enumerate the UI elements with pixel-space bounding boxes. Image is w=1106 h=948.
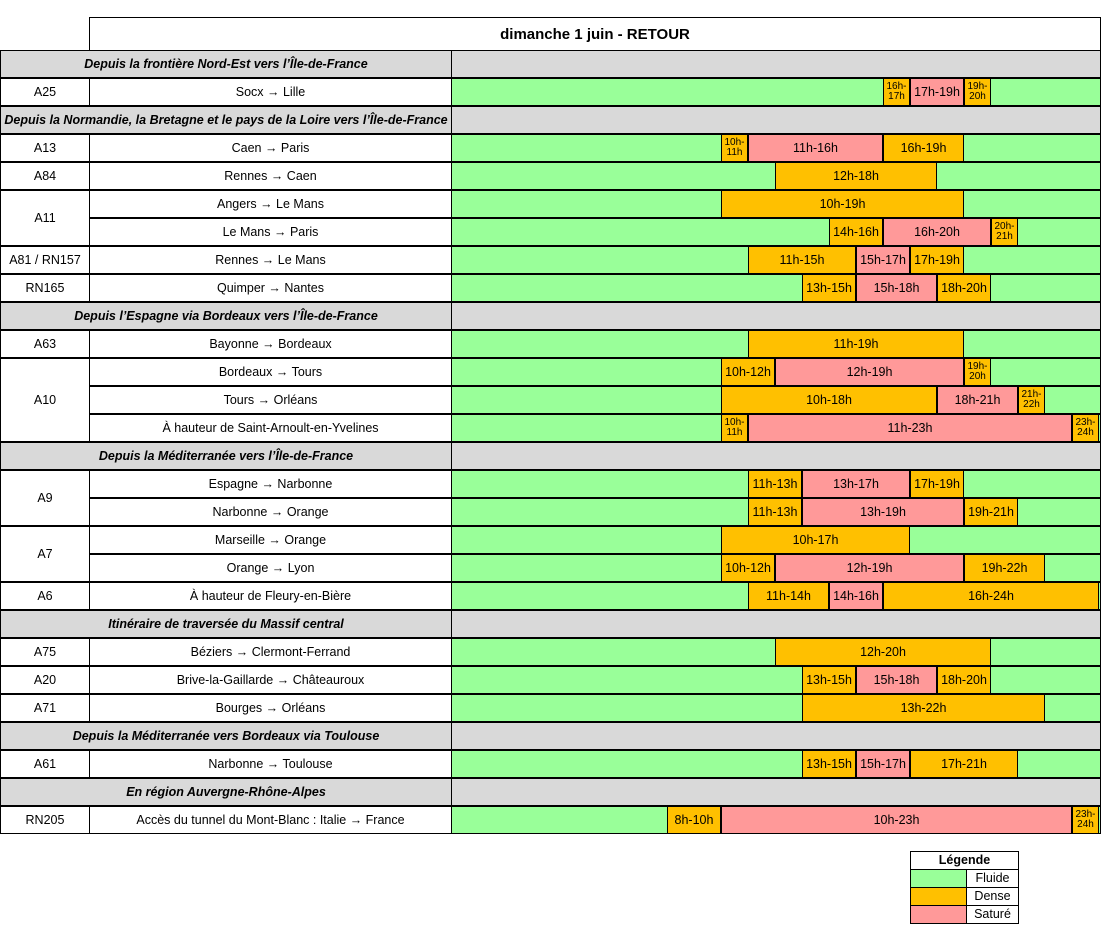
traffic-segment: 15h-18h	[856, 667, 937, 693]
traffic-segment: 11h-19h	[748, 331, 964, 357]
timeline-bar	[451, 638, 1101, 666]
traffic-segment: 11h-13h	[748, 499, 802, 525]
traffic-segment: 14h-16h	[829, 219, 883, 245]
route-cell: Brive-la-Gaillarde → Châteauroux	[89, 666, 452, 694]
section-header-bar	[451, 106, 1101, 134]
traffic-segment: 10h-12h	[721, 555, 775, 581]
traffic-segment: 16h-24h	[883, 583, 1099, 609]
traffic-segment: 14h-16h	[829, 583, 883, 609]
traffic-segment: 23h-24h	[1072, 807, 1099, 833]
traffic-segment: 13h-15h	[802, 667, 856, 693]
legend-label: Saturé	[974, 907, 1011, 921]
section-header: Itinéraire de traversée du Massif central	[0, 610, 452, 638]
section-header-bar	[451, 442, 1101, 470]
timeline-bar	[451, 78, 1101, 106]
traffic-segment: 13h-15h	[802, 275, 856, 301]
traffic-segment: 15h-17h	[856, 247, 910, 273]
route-cell: Angers → Le Mans	[89, 190, 452, 218]
section-header: Depuis la frontière Nord-Est vers l’Île-de-France	[0, 50, 452, 78]
page-title: dimanche 1 juin - RETOUR	[89, 17, 1101, 51]
traffic-segment: 15h-18h	[856, 275, 937, 301]
legend-swatch	[911, 888, 967, 905]
traffic-segment: 10h-23h	[721, 807, 1072, 833]
traffic-segment: 18h-20h	[937, 667, 991, 693]
section-header-bar	[451, 302, 1101, 330]
traffic-segment: 12h-19h	[775, 555, 964, 581]
road-cell: A11	[0, 190, 90, 246]
section-header-bar	[451, 50, 1101, 78]
route-cell: À hauteur de Fleury-en-Bière	[89, 582, 452, 610]
traffic-segment: 10h-11h	[721, 415, 748, 441]
traffic-segment: 10h-12h	[721, 359, 775, 385]
traffic-segment: 10h-11h	[721, 135, 748, 161]
traffic-segment: 16h-19h	[883, 135, 964, 161]
route-cell: Caen → Paris	[89, 134, 452, 162]
section-header: Depuis la Normandie, la Bretagne et le pays de la Loire vers l’Île-de-France	[0, 106, 452, 134]
timeline-bar	[451, 806, 1101, 834]
traffic-segment: 19h-22h	[964, 555, 1045, 581]
route-cell: Espagne → Narbonne	[89, 470, 452, 498]
section-header: En région Auvergne-Rhône-Alpes	[0, 778, 452, 806]
traffic-segment: 10h-17h	[721, 527, 910, 553]
section-header: Depuis la Méditerranée vers Bordeaux via Toulouse	[0, 722, 452, 750]
road-cell: A63	[0, 330, 90, 358]
timeline-bar	[451, 498, 1101, 526]
timeline-bar	[451, 526, 1101, 554]
timeline-bar	[451, 582, 1101, 610]
traffic-segment: 8h-10h	[667, 807, 721, 833]
road-cell: A10	[0, 358, 90, 442]
road-cell: A9	[0, 470, 90, 526]
road-cell: A20	[0, 666, 90, 694]
traffic-segment: 21h-22h	[1018, 387, 1045, 413]
traffic-segment: 11h-14h	[748, 583, 829, 609]
traffic-segment: 16h-17h	[883, 79, 910, 105]
section-header: Depuis la Méditerranée vers l’Île-de-France	[0, 442, 452, 470]
traffic-segment: 19h-21h	[964, 499, 1018, 525]
road-cell: RN165	[0, 274, 90, 302]
traffic-segment: 13h-19h	[802, 499, 964, 525]
timeline-bar	[451, 694, 1101, 722]
route-cell: Narbonne → Orange	[89, 498, 452, 526]
road-cell: RN205	[0, 806, 90, 834]
road-cell: A71	[0, 694, 90, 722]
traffic-segment: 17h-19h	[910, 247, 964, 273]
road-cell: A81 / RN157	[0, 246, 90, 274]
timeline-bar	[451, 190, 1101, 218]
route-cell: Tours → Orléans	[89, 386, 452, 414]
route-cell: Orange → Lyon	[89, 554, 452, 582]
timeline-bar	[451, 218, 1101, 246]
traffic-segment: 13h-22h	[802, 695, 1045, 721]
traffic-segment: 11h-16h	[748, 135, 883, 161]
route-cell: Accès du tunnel du Mont-Blanc : Italie → France	[89, 806, 452, 834]
timeline-bar	[451, 666, 1101, 694]
traffic-segment: 11h-15h	[748, 247, 856, 273]
traffic-segment: 12h-19h	[775, 359, 964, 385]
traffic-segment: 20h-21h	[991, 219, 1018, 245]
route-cell: Quimper → Nantes	[89, 274, 452, 302]
timeline-bar	[451, 274, 1101, 302]
traffic-segment: 17h-19h	[910, 79, 964, 105]
timeline-bar	[451, 414, 1101, 442]
legend-swatch	[911, 870, 967, 887]
traffic-segment: 13h-15h	[802, 751, 856, 777]
route-cell: À hauteur de Saint-Arnoult-en-Yvelines	[89, 414, 452, 442]
road-cell: A84	[0, 162, 90, 190]
section-header-bar	[451, 722, 1101, 750]
traffic-segment: 12h-20h	[775, 639, 991, 665]
timeline-bar	[451, 162, 1101, 190]
traffic-segment: 13h-17h	[802, 471, 910, 497]
section-header-bar	[451, 610, 1101, 638]
route-cell: Bayonne → Bordeaux	[89, 330, 452, 358]
section-header: Depuis l’Espagne via Bordeaux vers l’Île-de-France	[0, 302, 452, 330]
route-cell: Le Mans → Paris	[89, 218, 452, 246]
timeline-bar	[451, 358, 1101, 386]
route-cell: Bourges → Orléans	[89, 694, 452, 722]
legend	[910, 851, 1019, 924]
traffic-segment: 10h-18h	[721, 387, 937, 413]
traffic-segment: 18h-21h	[937, 387, 1018, 413]
traffic-segment: 19h-20h	[964, 79, 991, 105]
timeline-bar	[451, 386, 1101, 414]
route-cell: Narbonne → Toulouse	[89, 750, 452, 778]
legend-label: Dense	[974, 889, 1011, 903]
road-cell: A25	[0, 78, 90, 106]
traffic-segment: 17h-21h	[910, 751, 1018, 777]
route-cell: Rennes → Le Mans	[89, 246, 452, 274]
timeline-bar	[451, 554, 1101, 582]
road-cell: A6	[0, 582, 90, 610]
road-cell: A7	[0, 526, 90, 582]
road-cell: A61	[0, 750, 90, 778]
section-header-bar	[451, 778, 1101, 806]
legend-item	[911, 869, 1018, 887]
legend-title: Légende	[938, 853, 991, 867]
traffic-segment: 18h-20h	[937, 275, 991, 301]
traffic-segment: 16h-20h	[883, 219, 991, 245]
legend-item	[911, 887, 1018, 905]
traffic-segment: 11h-23h	[748, 415, 1072, 441]
traffic-segment: 17h-19h	[910, 471, 964, 497]
road-cell: A75	[0, 638, 90, 666]
timeline-bar	[451, 246, 1101, 274]
timeline-bar	[451, 470, 1101, 498]
route-cell: Marseille → Orange	[89, 526, 452, 554]
route-cell: Bordeaux → Tours	[89, 358, 452, 386]
route-cell: Socx → Lille	[89, 78, 452, 106]
route-cell: Béziers → Clermont-Ferrand	[89, 638, 452, 666]
legend-swatch	[911, 906, 967, 923]
timeline-bar	[451, 750, 1101, 778]
timeline-bar	[451, 330, 1101, 358]
legend-label: Fluide	[975, 871, 1010, 885]
timeline-bar	[451, 134, 1101, 162]
legend-item	[911, 905, 1018, 923]
traffic-segment: 12h-18h	[775, 163, 937, 189]
traffic-segment: 10h-19h	[721, 191, 964, 217]
route-cell: Rennes → Caen	[89, 162, 452, 190]
traffic-segment: 15h-17h	[856, 751, 910, 777]
traffic-segment: 11h-13h	[748, 471, 802, 497]
traffic-segment: 19h-20h	[964, 359, 991, 385]
traffic-segment: 23h-24h	[1072, 415, 1099, 441]
road-cell: A13	[0, 134, 90, 162]
